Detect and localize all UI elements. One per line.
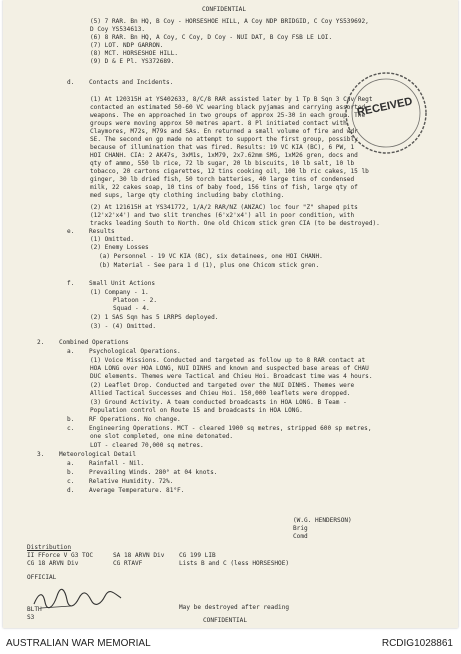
psyops-voice: DUC elements. Themes were Tactical and Chieu Hoi. Broadcast time was 4 hours. (90, 373, 373, 380)
signatory-role: Comd (293, 533, 308, 540)
psyops-leaflet: (2) Leaflet Drop. Conducted and targeted over the NUI DINHS. Themes were (90, 382, 355, 389)
unit-location-mct: (8) MCT. HORSESHOE HILL. (90, 50, 179, 57)
psyops-voice: HOA LONG over HOA LONG, NUI DINHS and known and suspected base areas of CHAU (90, 365, 369, 372)
contact-1-line: qty of ammo, 550 lb rice, 72 lb sugar, 20 lb biscuits, 10 lb salt, 10 lb (90, 160, 355, 167)
results-1: (1) Omitted. (90, 236, 135, 243)
contact-1-line: tobacco, 20 cartons cigarettes, 12 tins cooking oil, 100 lb ric cakes, 15 lb (90, 168, 369, 175)
unit-location-lot: (7) LOT. NDP GARRON. (90, 42, 164, 49)
contact-1-line: groups were moving approx 50 metres apart. 8 Pl initiated contact with (90, 120, 347, 127)
section-3-heading: 3. Meteorological Detail (37, 451, 137, 458)
rf-operations: b. RF Operations. No change. (67, 416, 181, 423)
sua-sas: (2) 1 SAS Sqn has 5 LRRPS deployed. (90, 314, 219, 321)
psyops-voice: (1) Voice Missions. Conducted and targeted as follow up to 8 RAR contact at (90, 357, 366, 364)
distribution-item: SA 18 ARVN Div (113, 552, 165, 559)
psyops-ground: (3) Ground Activity. A team conducted broadcasts in HOA LONG. B Team - (90, 399, 347, 406)
engineering-ops: c. Engineering Operations. MCT - cleared 1900 sq metres, stripped 600 sp metres, (67, 425, 372, 432)
unit-location-de-pl: (9) D & E Pl. YS372689. (90, 58, 175, 65)
received-stamp-icon (343, 70, 429, 156)
contact-1-line: SE. The second en gp made no attempt to support the first group, possibly (90, 136, 358, 143)
met-humidity: c. Relative Humidity. 72%. (67, 478, 174, 485)
contact-1-line: milk, 22 cakes soap, 10 tins of baby food, 156 tins of fish, large qty of (90, 184, 358, 191)
met-temperature: d. Average Temperature. 81°F. (67, 487, 185, 494)
met-winds: b. Prevailing Winds. 280° at 04 knots. (67, 469, 218, 476)
record-id: RCDIG1028861 (381, 638, 453, 649)
enemy-losses-heading: (2) Enemy Losses (90, 244, 149, 251)
header-classification: CONFIDENTIAL (202, 6, 247, 13)
contact-2-line: (2) At 121615H at YS341772, 1/A/2 RAR/NZ (ANZAC) loc four "Z" shaped pits (90, 204, 358, 211)
unit-location-8rar: (6) 8 RAR. Bn HQ, A Coy, C Coy, D Coy - NUI DAT, B Coy FSB LE LOI. (90, 34, 333, 41)
contact-1-line: HOI CHANH. CIA: 2 AK47s, 3xM1s, 1xM79, 2x7.62mm SMG, 1xM26 gren, docs and (90, 152, 358, 159)
section-d-heading: d. Contacts and Incidents. (67, 79, 174, 86)
contact-1-line: because of illumination that was fired. Results: 19 VC KIA (BC), 6 PW, 1 (90, 144, 355, 151)
section-e-heading: e. Results (67, 228, 115, 235)
met-rainfall: a. Rainfall - Nil. (67, 460, 145, 467)
contact-1-line: Claymores, M72s, M79s and SAs. En returned a small volume of fire and wdr (90, 128, 358, 135)
enemy-losses-personnel: (a) Personnel - 19 VC KIA (BC), six detainees, one HOI CHANH. (99, 253, 323, 260)
official-label: OFFICIAL (27, 574, 57, 581)
contact-1-line: (1) At 120315H at YS402633, 8/C/8 RAR assisted later by 1 Tp B Sqn 3 Cav Regt (90, 96, 373, 103)
psyops-ground: Population control on Route 15 and broadcasts in HOA LONG. (90, 407, 303, 414)
handwritten-signature-icon (31, 586, 126, 612)
stamp-text: RECEIVED (355, 95, 414, 119)
unit-location-7rar-cont: D Coy YS534613. (90, 26, 146, 33)
contact-1-line: ginger, 30 lb dried fish, 50 torch batteries, 40 large tins of condensed (90, 176, 355, 183)
distribution-item: II FForce V G3 TOC (27, 552, 94, 559)
distribution-item: Lists B and C (less HORSESHOE) (179, 560, 290, 567)
sua-squad: Squad - 4. (113, 305, 150, 312)
engineering-ops-lot: LOT - cleared 70,000 sq metres. (90, 442, 204, 449)
s3-label: S3 (27, 614, 35, 621)
section-2-heading: 2. Combined Operations (37, 339, 129, 346)
distribution-item: CG RTAVF (113, 560, 143, 567)
section-f-heading: f. Small Unit Actions (67, 280, 156, 287)
archive-footer (0, 632, 461, 654)
sua-platoon: Platoon - 2. (113, 297, 158, 304)
destroy-note: May be destroyed after reading (179, 604, 290, 611)
signatory-name: (W.G. HENDERSON) (293, 517, 352, 524)
blth-label: BLTH (27, 606, 42, 613)
contact-1-line: weapons. The en approached in two groups of approx 25-30 in each group. The (90, 112, 366, 119)
contact-1-line: med sups, large qty clothing including baby clothing. (90, 192, 285, 199)
memorial-label: AUSTRALIAN WAR MEMORIAL (6, 638, 151, 649)
contact-1-line: contacted an estimated 50-60 VC wearing black pyjamas and carrying assorted (90, 104, 366, 111)
enemy-losses-material: (b) Material - See para 1 d (1), plus one Chicom stick gren. (99, 262, 320, 269)
sua-omitted: (3) - (4) Omitted. (90, 323, 157, 330)
unit-location-7rar: (5) 7 RAR. Bn HQ, B Coy - HORSESHOE HILL, A Coy NDP BRIDGID, C Coy YS539692, (90, 18, 369, 25)
contact-2-line: (12'x2'x4') and two slit trenches (6'x2'x4') all in poor condition, with (90, 212, 355, 219)
contact-2-line: tracks leading South to North. One old Chicom stick gren CIA (to be destroyed). (90, 220, 380, 227)
sua-company: (1) Company - 1. (90, 289, 149, 296)
footer-classification: CONFIDENTIAL (203, 617, 248, 624)
distribution-item: CG 18 ARVN Div (27, 560, 79, 567)
signatory-rank: Brig (293, 525, 308, 532)
document-page (3, 0, 458, 628)
distribution-item: CG 199 LIB (179, 552, 216, 559)
engineering-ops: one slot completed, one mine detonated. (90, 433, 234, 440)
distribution-heading: Distribution (27, 544, 72, 551)
psyops-leaflet: Allied Tactical Successes and Chieu Hoi. 150,000 leaflets were dropped. (90, 390, 351, 397)
psyops-heading: a. Psychological Operations. (67, 348, 181, 355)
